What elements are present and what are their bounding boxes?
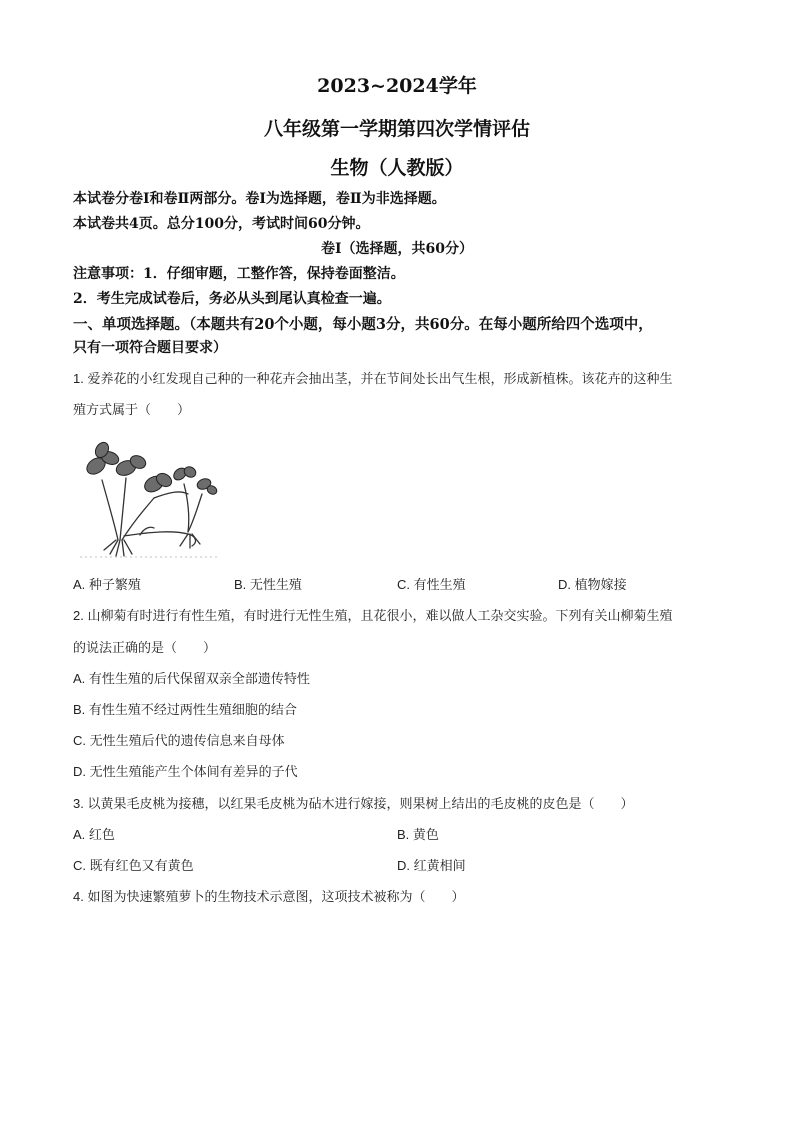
question-3-option-c[interactable]: C. 既有红色又有黄色	[73, 858, 194, 873]
notice-line-2: 2．考生完成试卷后，务必从头到尾认真检查一遍。	[73, 291, 391, 307]
question-3-option-d[interactable]: D. 红黄相间	[397, 858, 466, 873]
part1-heading-line-2: 只有一项符合题目要求）	[73, 340, 227, 356]
question-2-stem-line-2: 的说法正确的是（ ）	[73, 640, 217, 655]
instruction-line-2: 本试卷共4页。总分100分，考试时间60分钟。	[73, 216, 370, 232]
question-1-stem-line-1: 1. 爱养花的小红发现自己种的一种花卉会抽出茎，并在节间处长出气生根，形成新植株。该花卉的这种生	[73, 371, 673, 386]
question-1-option-b[interactable]: B. 无性生殖	[234, 577, 302, 592]
question-3-stem: 3. 以黄果毛皮桃为接穗，以红果毛皮桃为砧木进行嫁接，则果树上结出的毛皮桃的皮色是（ ）	[73, 796, 634, 811]
question-2-option-d[interactable]: D. 无性生殖能产生个体间有差异的子代	[73, 764, 298, 779]
section-title: 卷Ⅰ（选择题，共60分）	[320, 241, 474, 257]
question-3-option-b[interactable]: B. 黄色	[397, 827, 439, 842]
question-2-option-b[interactable]: B. 有性生殖不经过两性生殖细胞的结合	[73, 702, 297, 717]
notice-line-1: 注意事项：1．仔细审题，工整作答，保持卷面整洁。	[73, 266, 405, 282]
question-1-stem-line-2: 殖方式属于（ ）	[73, 402, 191, 417]
question-4-stem: 4. 如图为快速繁殖萝卜的生物技术示意图，这项技术被称为（ ）	[73, 889, 465, 904]
plant-runner-illustration	[80, 432, 218, 560]
part1-heading-line-1: 一、单项选择题。（本题共有20个小题，每小题3分，共60分。在每小题所给四个选项中，	[73, 316, 653, 333]
question-2-stem-line-1: 2. 山柳菊有时进行有性生殖，有时进行无性生殖，且花很小，难以做人工杂交实验。下列有关山柳菊生殖	[73, 608, 673, 623]
question-2-option-c[interactable]: C. 无性生殖后代的遗传信息来自母体	[73, 733, 285, 748]
question-1-option-a[interactable]: A. 种子繁殖	[73, 577, 141, 592]
exam-year: 2023~2024学年	[317, 75, 477, 97]
question-1-option-c[interactable]: C. 有性生殖	[397, 577, 466, 592]
exam-subject: 生物（人教版）	[330, 157, 464, 179]
question-3-option-a[interactable]: A. 红色	[73, 827, 115, 842]
instruction-line-1: 本试卷分卷Ⅰ和卷Ⅱ两部分。卷Ⅰ为选择题，卷Ⅱ为非选择题。	[73, 191, 446, 207]
exam-title: 八年级第一学期第四次学情评估	[263, 118, 530, 140]
question-1-option-d[interactable]: D. 植物嫁接	[558, 577, 627, 592]
question-2-option-a[interactable]: A. 有性生殖的后代保留双亲全部遗传特性	[73, 671, 310, 686]
